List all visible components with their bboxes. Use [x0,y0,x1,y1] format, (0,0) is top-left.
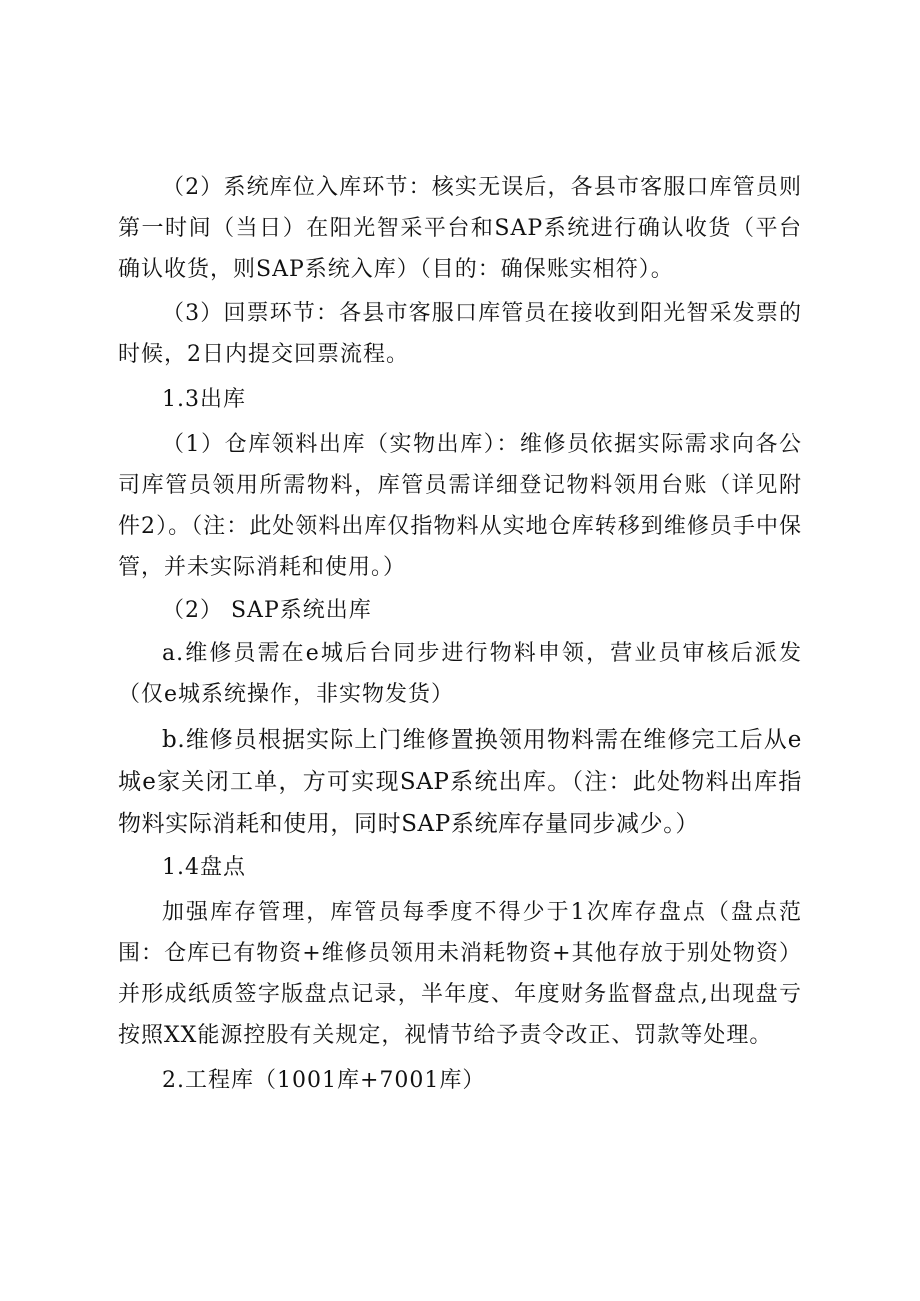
paragraph-warehouse-picking: （1）仓库领料出库（实物出库）：维修员依据实际需求向各公司库管员领用所需物料，库管员需详细登记物料领用台账（详见附件2）。（注：此处领料出库仅指物料从实地仓库转移到维修员手中保管，并未实际消耗和使用。） [118,432,802,580]
heading-engineering: 2.工程库（1001库+7001库） [162,1068,486,1093]
heading-inventory: 1.4盘点 [162,855,246,880]
paragraph-sap-outbound-a: a.维修员需在e城后台同步进行物料申领，营业员审核后派发（仅e城系统操作，非实物发货） [118,641,802,707]
document-body [118,167,802,1101]
paragraph-inventory-rules: 加强库存管理，库管员每季度不得少于1次库存盘点（盘点范围：仓库已有物资+维修员领用未消耗物资+其他存放于别处物资）并形成纸质签字版盘点记录，半年度、年度财务监督盘点,出现盘亏按照XX能源控股有关规定，视情节给予责令改正、罚款等处理。 [118,900,802,1048]
paragraph-inbound-system: （2）系统库位入库环节：核实无误后，各县市客服口库管员则第一时间（当日）在阳光智采平台和SAP系统进行确认收货（平台确认收货，则SAP系统入库）（目的：确保账实相符）。 [118,175,802,282]
paragraph-sap-outbound: （2） SAP系统出库 [162,598,372,623]
paragraph-return-invoice: （3）回票环节：各县市客服口库管员在接收到阳光智采发票的时候，2日内提交回票流程。 [118,301,802,367]
heading-outbound: 1.3出库 [162,387,246,412]
paragraph-sap-outbound-b: b.维修员根据实际上门维修置换领用物料需在维修完工后从e城e家关闭工单，方可实现SAP系统出库。（注：此处物料出库指物料实际消耗和使用，同时SAP系统库存量同步减少。） [118,727,802,837]
